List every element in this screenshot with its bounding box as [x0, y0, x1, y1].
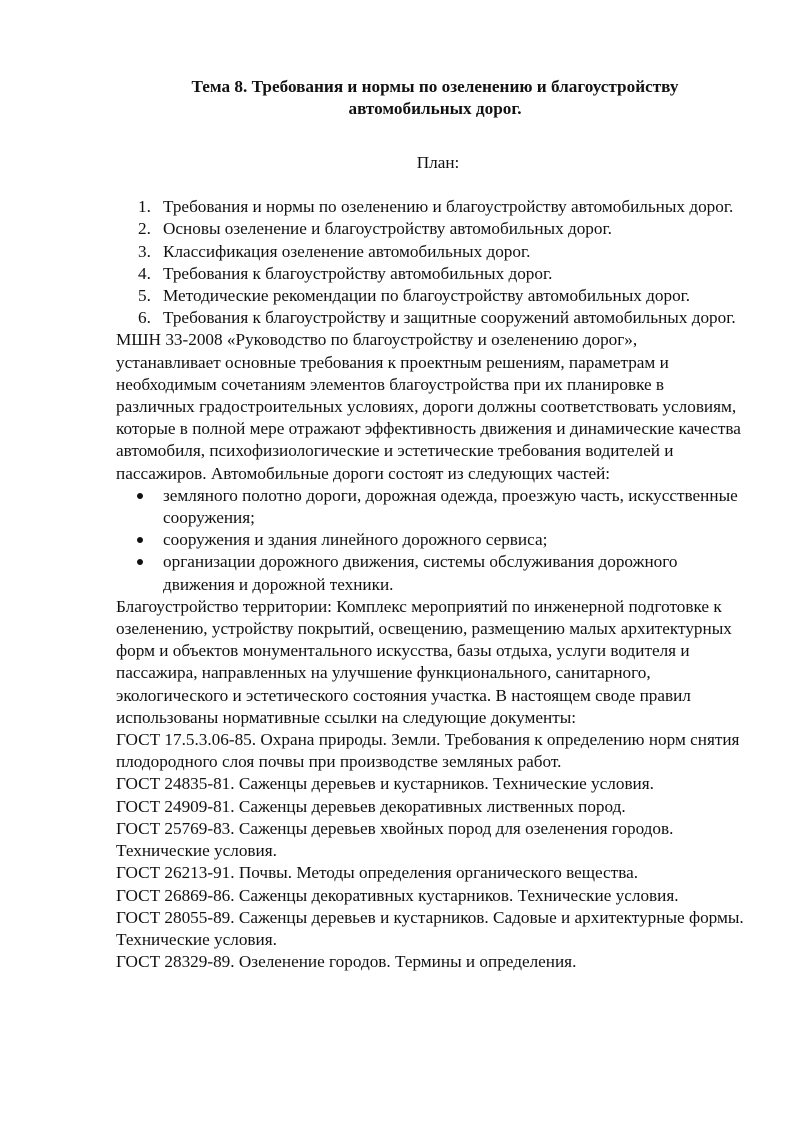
plan-item-number: 4.: [138, 263, 151, 283]
document-title: [116, 76, 746, 120]
bullet-item-text: сооружения и здания линейного дорожного сервиса;: [163, 530, 548, 550]
plan-item-text: Методические рекомендации по благоустройству автомобильных дорог.: [163, 286, 691, 306]
plan-item-text: Классификация озеленение автомобильных дорог.: [163, 241, 531, 261]
plan-item: [116, 307, 746, 329]
plan-item-number: 5.: [138, 286, 151, 306]
bullet-dot-icon: [137, 559, 143, 565]
plan-item: [116, 241, 746, 263]
plan-heading: План:: [416, 153, 460, 172]
document-page: [116, 76, 746, 973]
bullet-dot-icon: [137, 537, 143, 543]
plan-item: [116, 263, 746, 285]
bullet-item: [116, 485, 746, 529]
plan-item: [116, 196, 746, 218]
title-line-2: автомобильных дорог.: [348, 99, 522, 118]
gost-reference: ГОСТ 26869-86. Саженцы декоративных кустарников. Технические условия.: [116, 885, 679, 905]
bullet-item-text: организации дорожного движения, системы обслуживания дорожного движения и дорожной техники.: [163, 552, 678, 594]
road-parts-list: [116, 485, 746, 596]
plan-item: [116, 285, 746, 307]
plan-item-text: Требования и нормы по озеленению и благоустройству автомобильных дорог.: [163, 197, 734, 217]
gost-reference: ГОСТ 24909-81. Саженцы деревьев декоративных лиственных пород.: [116, 796, 626, 816]
plan-item-text: Требования к благоустройству автомобильных дорог.: [163, 263, 553, 283]
intro-paragraph: МШН 33-2008 «Руководство по благоустройству и озеленению дорог», устанавливает основные требования к проектным решениям, параметрам и необходимым сочетаниям элементов благоустройства при их планировке в различных градостроительных условиях, дороги должны соответствовать условиям, которые в полной мере отражают эффективность движения и динамические качества автомобиля, психофизиологические и эстетические требования водителей и пассажиров. Автомобильные дороги состоят из следующих частей:: [116, 330, 741, 483]
plan-item-number: 2.: [138, 219, 151, 239]
landscaping-paragraph: Благоустройство территории: Комплекс мероприятий по инженерной подготовке к озеленению, устройству покрытий, освещению, размещению малых архитектурных форм и объектов монументального искусства, базы отдыха, услуги водителя и пассажира, направленных на улучшение функционального, санитарного, экологического и эстетического состояния участка. В настоящем своде правил использованы нормативные ссылки на следующие документы:: [116, 596, 732, 727]
bullet-item-text: земляного полотно дороги, дорожная одежда, проезжую часть, искусственные сооружения;: [163, 485, 738, 528]
plan-item-number: 6.: [138, 308, 151, 328]
plan-list: [116, 196, 746, 329]
gost-reference: ГОСТ 17.5.3.06-85. Охрана природы. Земли. Требования к определению норм снятия плодородного слоя почвы при производстве земляных работ.: [116, 730, 740, 772]
bullet-item: [116, 529, 746, 551]
gost-reference: ГОСТ 28055-89. Саженцы деревьев и кустарников. Садовые и архитектурные формы. Технические условия.: [116, 907, 744, 949]
plan-item-number: 3.: [138, 241, 151, 261]
plan-item-text: Требования к благоустройству и защитные сооружений автомобильных дорог.: [163, 308, 736, 328]
gost-reference: ГОСТ 25769-83. Саженцы деревьев хвойных пород для озеленения городов. Технические условия.: [116, 818, 674, 861]
title-line-1: Тема 8. Требования и нормы по озеленению и благоустройству: [191, 77, 679, 96]
gost-reference: ГОСТ 28329-89. Озеленение городов. Термины и определения.: [116, 952, 577, 972]
plan-item: [116, 218, 746, 240]
gost-reference: ГОСТ 24835-81. Саженцы деревьев и кустарников. Технические условия.: [116, 774, 654, 794]
bullet-dot-icon: [137, 493, 143, 499]
bullet-item: [116, 551, 746, 595]
plan-item-text: Основы озеленение и благоустройству автомобильных дорог.: [163, 219, 612, 239]
gost-reference: ГОСТ 26213-91. Почвы. Методы определения органического вещества.: [116, 863, 639, 883]
plan-item-number: 1.: [138, 197, 151, 217]
